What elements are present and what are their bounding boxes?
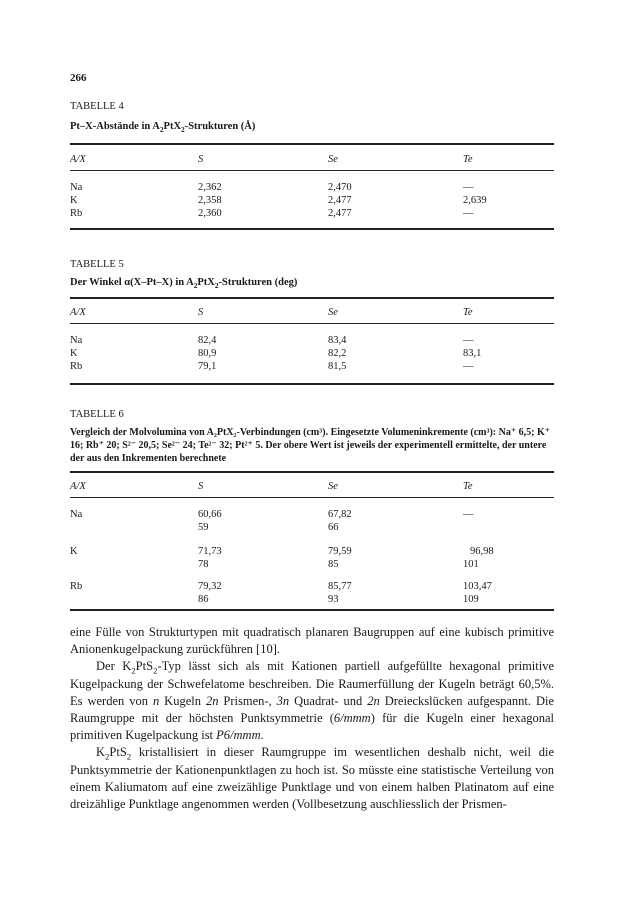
table6-row-na-s-calc: 59 [198, 522, 209, 533]
table6-title: Vergleich der Molvolumina von A₂PtX₂-Verbindungen (cm³). Eingesetzte Volumeninkremente (cm³): Na⁺ 6,5; K⁺ 16; Rb⁺ 20; S²⁻ 20,5; Se²⁻ 24; Te²⁻ 32; Pt²⁺ 5. Der obere Wert ist jeweils der experimentell ermittelte, der untere der aus den Inkrementen berechnete [70, 427, 551, 464]
table4-row-na-se: 2,470 [328, 182, 352, 193]
table6-header-s: S [198, 481, 204, 492]
table4-row-rb-se: 2,477 [328, 208, 352, 219]
page-number: 266 [70, 72, 87, 84]
table5-row-k-se: 82,2 [328, 348, 347, 359]
table6-header-ax: A/X [70, 481, 86, 492]
table4-row-rb-label: Rb [70, 208, 83, 219]
table5-row-na-se: 83,4 [328, 335, 347, 346]
table6-number: TABELLE 6 [70, 409, 124, 420]
table4-top-rule [70, 143, 554, 145]
table5-row-na-label: Na [70, 335, 83, 346]
table5-caption [70, 258, 297, 290]
table6-row-rb-se-calc: 93 [328, 594, 339, 605]
table6-row-na-s-exp: 60,66 [198, 509, 222, 520]
table5-row-k-s: 80,9 [198, 348, 217, 359]
table6-row-rb-s-exp: 79,32 [198, 581, 222, 592]
table4-header-se: Se [328, 154, 338, 165]
table6-row-na-te-exp: — [463, 509, 474, 520]
table4-header-s: S [198, 154, 204, 165]
table6-row-k-s-exp: 71,73 [198, 546, 222, 557]
body-text [70, 624, 554, 813]
table5-header-s: S [198, 307, 204, 318]
table5-row-rb-se: 81,5 [328, 361, 347, 372]
table6-row-k-te-calc: 101 [463, 559, 479, 570]
table6-header-rule [70, 497, 554, 498]
table6-bottom-rule [70, 609, 554, 611]
table4-row-k-label: K [70, 195, 78, 206]
table4-row-rb-te: — [463, 208, 474, 219]
table4-header-ax: A/X [70, 154, 86, 165]
table4-row-k-te: 2,639 [463, 195, 487, 206]
table4-bottom-rule [70, 228, 554, 230]
table6-row-k-se-calc: 85 [328, 559, 339, 570]
table6-row-rb-se-exp: 85,77 [328, 581, 352, 592]
table5-top-rule [70, 297, 554, 299]
table6-row-k-s-calc: 78 [198, 559, 209, 570]
table5-bottom-rule [70, 383, 554, 385]
table5-row-na-te: — [463, 335, 474, 346]
table6-header-te: Te [463, 481, 473, 492]
table5-row-k-te: 83,1 [463, 348, 482, 359]
table5-row-rb-te: — [463, 361, 474, 372]
table6-top-rule [70, 471, 554, 473]
table6-caption [70, 408, 556, 465]
table4-header-rule [70, 170, 554, 171]
table4-row-na-s: 2,362 [198, 182, 222, 193]
table5-header-se: Se [328, 307, 338, 318]
table4-header-te: Te [463, 154, 473, 165]
table4-caption [70, 100, 255, 134]
table6-row-rb-s-calc: 86 [198, 594, 209, 605]
table5-row-k-label: K [70, 348, 78, 359]
table6-row-na-se-exp: 67,82 [328, 509, 352, 520]
table6-row-rb-label: Rb [70, 581, 83, 592]
table4-row-k-s: 2,358 [198, 195, 222, 206]
table6-row-k-se-exp: 79,59 [328, 546, 352, 557]
table4-row-na-label: Na [70, 182, 83, 193]
table5-header-te: Te [463, 307, 473, 318]
table6-row-rb-te-exp: 103,47 [463, 581, 492, 592]
table5-row-na-s: 82,4 [198, 335, 217, 346]
table6-row-k-te-exp: 96,98 [470, 546, 494, 557]
table6-header-se: Se [328, 481, 338, 492]
table4-number: TABELLE 4 [70, 101, 124, 112]
table5-header-ax: A/X [70, 307, 86, 318]
paragraph-2: Der $K_2PtS_2$-Typ lässt sich als mit Kationen partiell aufgefüllte hexagonal primitive Kugelpackung der Schwefelatome beschreiben. Die Raumerfüllung der Kugeln beträgt 60,5%. Es werden von n Kugeln 2n Prismen-, 3n Quadrat- und 2n Dreieckslücken aufgespannt. Die Raumgruppe mit der höchsten Punktsymmetrie (6/mmm) für die Kugeln einer hexagonal primitiven Kugelpackung ist P6/mmm. [70, 659, 555, 743]
table4-row-na-te: — [463, 182, 474, 193]
table4-row-k-se: 2,477 [328, 195, 352, 206]
table5-row-rb-s: 79,1 [198, 361, 217, 372]
table5-header-rule [70, 323, 554, 324]
table4-title: Pt–X-Abstände in $A_2PtX_2$-Strukturen (Å) [70, 121, 256, 135]
table6-row-k-label: K [70, 546, 78, 557]
table5-row-rb-label: Rb [70, 361, 83, 372]
table4-row-rb-s: 2,360 [198, 208, 222, 219]
table5-number: TABELLE 5 [70, 259, 124, 270]
table6-row-na-se-calc: 66 [328, 522, 339, 533]
table6-row-na-label: Na [70, 509, 83, 520]
table5-title: Der Winkel α(X–Pt–X) in $A_2PtX_2$-Strukturen (deg) [70, 277, 298, 291]
table6-row-rb-te-calc: 109 [463, 594, 479, 605]
paragraph-1: eine Fülle von Strukturtypen mit quadratisch planaren Baugruppen auf eine kubisch primitive Anionenkugelpackung zurückführen [10]. [70, 625, 554, 657]
paragraph-3: $K_2PtS_2$ kristallisiert in dieser Raumgruppe im wesentlichen deshalb nicht, weil die Punktsymmetrie der Kationenpunktlagen zu hoch ist. So müsste eine statistische Verteilung von einem Kaliumatom auf eine zweizählige Punktlage und von einem halben Platinatom auf eine dreizählige Punktlage angenommen werden (Vollbesetzung auschliesslich der Prismen- [70, 745, 554, 812]
